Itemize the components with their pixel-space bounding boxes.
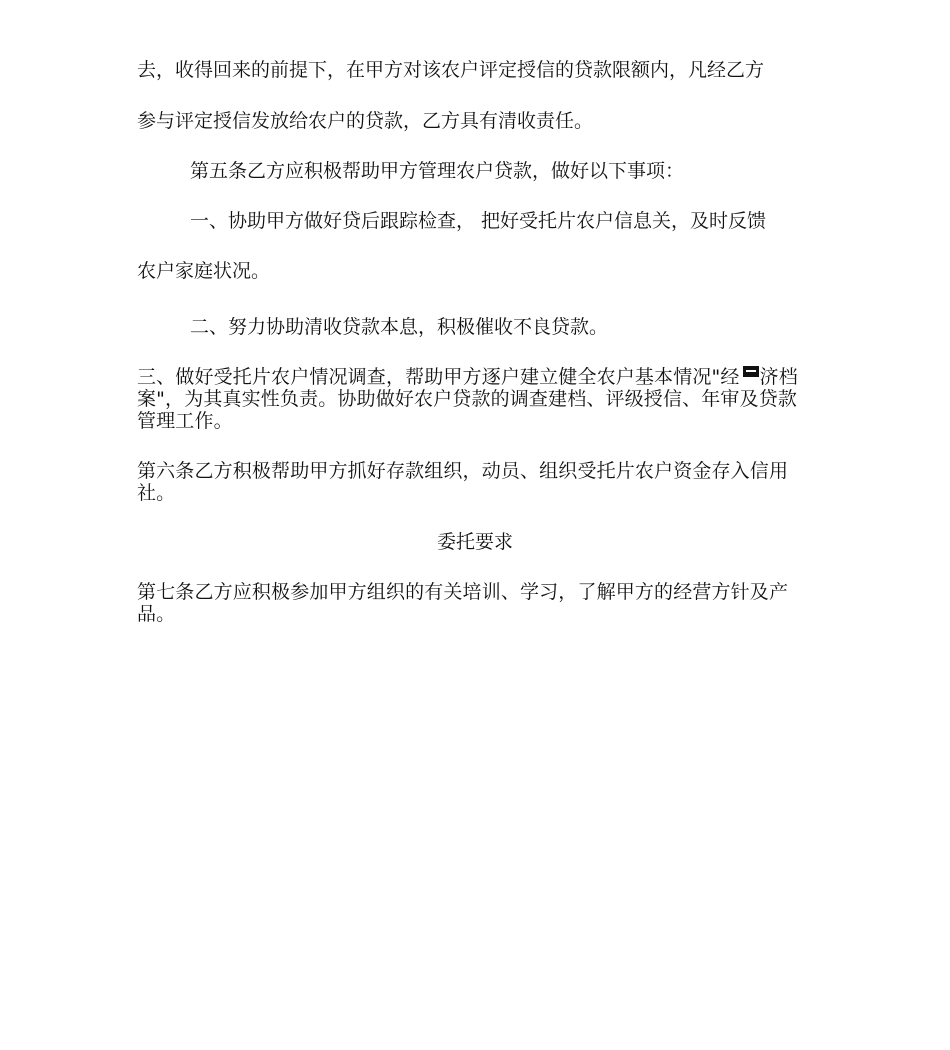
list-item-1-line: 农户家庭状况。 <box>137 260 271 282</box>
article-7-paragraph: 第七条乙方应积极参加甲方组织的有关培训、学习，了解甲方的经营方针及产品。 <box>137 581 789 625</box>
list-item-3-text: 三、做好受托片农户情况调查，帮助甲方逐户建立健全农户基本情况"经 <box>137 366 740 388</box>
article-5-heading: 第五条乙方应积极帮助甲方管理农户贷款，做好以下事项： <box>190 160 685 182</box>
paragraph-line: 去，收得回来的前提下，在甲方对该农户评定授信的贷款限额内，凡经乙方 <box>137 59 765 81</box>
article-6-paragraph: 第六条乙方积极帮助甲方抓好存款组织，动员、组织受托片农户资金存入信用社。 <box>137 460 789 504</box>
list-item-3 <box>137 366 809 432</box>
garbled-glyph-icon <box>743 366 759 377</box>
paragraph-line: 参与评定授信发放给农户的贷款，乙方具有清收责任。 <box>137 110 594 132</box>
list-item-2: 二、努力协助清收贷款本息，积极催收不良贷款。 <box>190 316 609 338</box>
section-heading: 委托要求 <box>436 531 513 553</box>
list-item-1-line: 一、协助甲方做好贷后跟踪检查， 把好受托片农户信息关，及时反馈 <box>190 210 767 232</box>
list-item-3-text: 济档案"，为其真实性负责。协助做好农户贷款的调查建档、评级授信、年审及贷款管理工作。 <box>137 366 798 432</box>
